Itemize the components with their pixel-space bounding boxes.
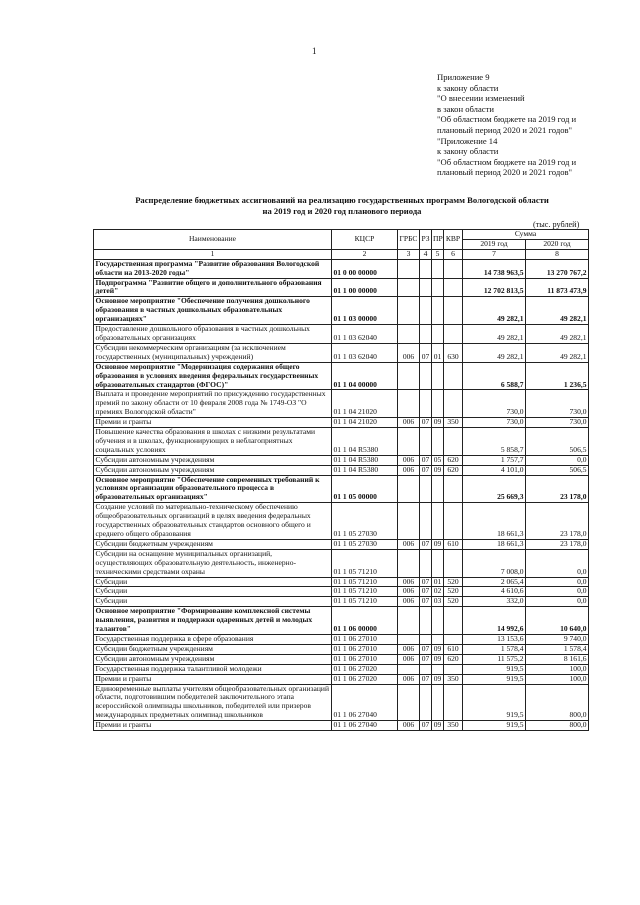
row-kcsr: 01 1 05 27030 bbox=[332, 503, 398, 540]
row-sum-2020: 0,0 bbox=[526, 549, 589, 577]
row-sum-2019: 4 101,0 bbox=[463, 465, 526, 475]
row-sum-2020: 506,5 bbox=[526, 465, 589, 475]
row-sum-2020: 23 178,0 bbox=[526, 539, 589, 549]
row-rz bbox=[420, 475, 432, 503]
row-sum-2020: 100,0 bbox=[526, 664, 589, 674]
title-line-1: Распределение бюджетных ассигнований на реализацию государственных программ Вологодской области bbox=[135, 195, 549, 205]
row-grbs: 006 bbox=[398, 721, 420, 731]
row-kvr: 620 bbox=[444, 465, 463, 475]
row-rz: 07 bbox=[420, 577, 432, 587]
row-kvr: 610 bbox=[444, 644, 463, 654]
row-kvr bbox=[444, 278, 463, 297]
row-name: Субсидии bbox=[94, 587, 332, 597]
row-name: Единовременные выплаты учителям общеобразовательных организаций области, подготовившим победителей заключительного этапа всероссийской олимпиады школьников, победителей или призеров международных предметных олимпиад школьников bbox=[94, 684, 332, 721]
annex-line: к закону области bbox=[437, 146, 499, 157]
row-kcsr: 01 1 06 27010 bbox=[332, 634, 398, 644]
row-grbs bbox=[398, 325, 420, 344]
row-kcsr: 01 1 05 71210 bbox=[332, 597, 398, 607]
annex-line: к закону области bbox=[437, 82, 499, 93]
row-kvr: 520 bbox=[444, 597, 463, 607]
table-row bbox=[94, 539, 589, 549]
row-pr: 03 bbox=[432, 597, 444, 607]
row-kcsr: 01 1 06 00000 bbox=[332, 607, 398, 635]
row-kcsr: 01 1 04 21020 bbox=[332, 418, 398, 428]
row-name: Премии и гранты bbox=[94, 721, 332, 731]
row-kvr bbox=[444, 325, 463, 344]
table-row bbox=[94, 465, 589, 475]
units-label: (тыс. рублей) bbox=[533, 220, 580, 229]
row-rz bbox=[420, 634, 432, 644]
header-sum: Сумма bbox=[463, 230, 589, 240]
row-name: Основное мероприятие "Модернизация содержания общего образования в условиях введения федеральных государственных образовательных стандартов (ФГОС)" bbox=[94, 362, 332, 390]
header-grbs: ГРБС bbox=[398, 230, 420, 250]
row-pr bbox=[432, 503, 444, 540]
row-name: Премии и гранты bbox=[94, 674, 332, 684]
table-row bbox=[94, 664, 589, 674]
row-grbs bbox=[398, 664, 420, 674]
row-rz: 07 bbox=[420, 418, 432, 428]
row-rz bbox=[420, 428, 432, 456]
header-row bbox=[94, 230, 589, 240]
annex-line: "Об областном бюджете на 2019 год и bbox=[437, 114, 577, 125]
row-sum-2020: 49 282,1 bbox=[526, 325, 589, 344]
row-sum-2020: 100,0 bbox=[526, 674, 589, 684]
row-kvr: 620 bbox=[444, 654, 463, 664]
index-cell: 7 bbox=[463, 249, 526, 259]
table-row bbox=[94, 597, 589, 607]
row-name: Основное мероприятие "Обеспечение получения дошкольного образования в частных дошкольных образовательных организациях" bbox=[94, 297, 332, 325]
row-sum-2020: 800,0 bbox=[526, 721, 589, 731]
row-name: Субсидии автономным учреждениям bbox=[94, 455, 332, 465]
index-cell: 2 bbox=[332, 249, 398, 259]
row-name: Основное мероприятие "Обеспечение современных требований к условиям организации образовательного процесса в образовательных организациях" bbox=[94, 475, 332, 503]
row-pr bbox=[432, 684, 444, 721]
row-sum-2019: 49 282,1 bbox=[463, 325, 526, 344]
row-pr: 05 bbox=[432, 455, 444, 465]
table-row bbox=[94, 418, 589, 428]
row-rz bbox=[420, 607, 432, 635]
row-grbs bbox=[398, 297, 420, 325]
row-rz bbox=[420, 278, 432, 297]
row-sum-2020: 1 236,5 bbox=[526, 362, 589, 390]
row-kcsr: 01 1 04 R5380 bbox=[332, 465, 398, 475]
row-kcsr: 01 1 04 21020 bbox=[332, 390, 398, 418]
row-rz: 07 bbox=[420, 674, 432, 684]
row-kcsr: 01 1 05 71210 bbox=[332, 587, 398, 597]
row-kvr bbox=[444, 428, 463, 456]
row-sum-2019: 919,5 bbox=[463, 664, 526, 674]
table-row bbox=[94, 674, 589, 684]
row-pr: 09 bbox=[432, 654, 444, 664]
row-kvr: 610 bbox=[444, 539, 463, 549]
row-pr bbox=[432, 259, 444, 278]
table-row bbox=[94, 325, 589, 344]
row-name: Государственная поддержка талантливой молодежи bbox=[94, 664, 332, 674]
row-sum-2019: 4 610,6 bbox=[463, 587, 526, 597]
row-kvr bbox=[444, 362, 463, 390]
row-sum-2019: 18 661,3 bbox=[463, 539, 526, 549]
row-pr: 02 bbox=[432, 587, 444, 597]
row-kvr bbox=[444, 475, 463, 503]
row-rz: 07 bbox=[420, 721, 432, 731]
row-kvr: 520 bbox=[444, 577, 463, 587]
row-grbs bbox=[398, 475, 420, 503]
row-rz: 07 bbox=[420, 654, 432, 664]
row-kvr: 350 bbox=[444, 418, 463, 428]
row-sum-2019: 12 702 813,5 bbox=[463, 278, 526, 297]
header-kcsr: КЦСР bbox=[332, 230, 398, 250]
row-kvr bbox=[444, 390, 463, 418]
header-2019: 2019 год bbox=[463, 239, 526, 249]
row-pr bbox=[432, 325, 444, 344]
row-rz bbox=[420, 362, 432, 390]
index-cell: 4 bbox=[420, 249, 432, 259]
row-sum-2019: 5 858,7 bbox=[463, 428, 526, 456]
row-name: Субсидии автономным учреждениям bbox=[94, 654, 332, 664]
row-sum-2019: 919,5 bbox=[463, 721, 526, 731]
row-name: Основное мероприятие "Формирование комплексной системы выявления, развития и поддержки одаренных детей и молодых талантов" bbox=[94, 607, 332, 635]
row-name: Подпрограмма "Развитие общего и дополнительного образования детей" bbox=[94, 278, 332, 297]
row-kcsr: 01 1 05 71210 bbox=[332, 577, 398, 587]
row-grbs bbox=[398, 390, 420, 418]
row-kcsr: 01 1 06 27040 bbox=[332, 721, 398, 731]
row-grbs bbox=[398, 362, 420, 390]
row-name: Повышение качества образования в школах с низкими результатами обучения и в школах, функционирующих в неблагоприятных социальных условиях bbox=[94, 428, 332, 456]
row-sum-2020: 23 178,0 bbox=[526, 475, 589, 503]
title-line-2: на 2019 год и 2020 год планового периода bbox=[262, 205, 422, 216]
row-sum-2020: 23 178,0 bbox=[526, 503, 589, 540]
row-sum-2019: 6 588,7 bbox=[463, 362, 526, 390]
row-sum-2020: 730,0 bbox=[526, 390, 589, 418]
budget-table bbox=[93, 229, 589, 731]
row-sum-2020: 730,0 bbox=[526, 418, 589, 428]
row-kcsr: 01 1 04 R5380 bbox=[332, 455, 398, 465]
page-number: 1 bbox=[312, 46, 317, 56]
row-pr bbox=[432, 362, 444, 390]
row-kvr bbox=[444, 607, 463, 635]
row-kvr: 350 bbox=[444, 674, 463, 684]
row-name: Выплата и проведение мероприятий по присуждению государственных премий по закону области от 10 февраля 2008 года № 1749-ОЗ "О премиях Вологодской области" bbox=[94, 390, 332, 418]
row-name: Государственная поддержка в сфере образования bbox=[94, 634, 332, 644]
row-kcsr: 01 1 03 62040 bbox=[332, 343, 398, 362]
row-sum-2019: 49 282,1 bbox=[463, 297, 526, 325]
row-name: Субсидии bbox=[94, 597, 332, 607]
header-rz: РЗ bbox=[420, 230, 432, 250]
row-pr bbox=[432, 278, 444, 297]
row-sum-2019: 14 992,6 bbox=[463, 607, 526, 635]
header-name: Наименование bbox=[94, 230, 332, 250]
row-pr bbox=[432, 634, 444, 644]
index-cell: 8 bbox=[526, 249, 589, 259]
annex-line: плановый период 2020 и 2021 годов" bbox=[437, 167, 573, 178]
annex-line: в закон области bbox=[437, 103, 494, 114]
row-grbs: 006 bbox=[398, 674, 420, 684]
row-pr: 09 bbox=[432, 644, 444, 654]
row-grbs bbox=[398, 259, 420, 278]
row-kcsr: 01 1 06 27020 bbox=[332, 674, 398, 684]
row-kcsr: 01 1 06 27020 bbox=[332, 664, 398, 674]
table-row bbox=[94, 721, 589, 731]
row-kcsr: 01 1 03 00000 bbox=[332, 297, 398, 325]
table-row bbox=[94, 428, 589, 456]
row-rz: 07 bbox=[420, 644, 432, 654]
row-pr bbox=[432, 664, 444, 674]
row-name: Создание условий по материально-техническому обеспечению общеобразовательных организаций в целях введения федеральных государственных образовательных стандартов основного общего и среднего общего образования bbox=[94, 503, 332, 540]
table-row bbox=[94, 343, 589, 362]
annex-line: Приложение 9 bbox=[437, 72, 490, 82]
row-pr: 09 bbox=[432, 539, 444, 549]
row-sum-2020: 1 578,4 bbox=[526, 644, 589, 654]
row-grbs: 006 bbox=[398, 539, 420, 549]
row-grbs: 006 bbox=[398, 343, 420, 362]
annex-line: "Об областном бюджете на 2019 год и bbox=[437, 156, 577, 167]
row-grbs bbox=[398, 503, 420, 540]
row-grbs bbox=[398, 428, 420, 456]
table-row bbox=[94, 549, 589, 577]
row-sum-2019: 1 757,7 bbox=[463, 455, 526, 465]
row-kcsr: 01 1 04 R5380 bbox=[332, 428, 398, 456]
row-kvr: 630 bbox=[444, 343, 463, 362]
row-rz bbox=[420, 549, 432, 577]
table-row bbox=[94, 475, 589, 503]
row-kvr bbox=[444, 503, 463, 540]
row-sum-2020: 0,0 bbox=[526, 597, 589, 607]
annex-line: плановый период 2020 и 2021 годов" bbox=[437, 124, 573, 135]
row-sum-2019: 13 153,6 bbox=[463, 634, 526, 644]
row-pr bbox=[432, 549, 444, 577]
header-2020: 2020 год bbox=[526, 239, 589, 249]
table-row bbox=[94, 587, 589, 597]
document-title bbox=[95, 195, 589, 216]
row-sum-2019: 919,5 bbox=[463, 684, 526, 721]
row-kcsr: 01 1 05 27030 bbox=[332, 539, 398, 549]
row-pr bbox=[432, 390, 444, 418]
row-pr bbox=[432, 297, 444, 325]
row-kcsr: 01 1 04 00000 bbox=[332, 362, 398, 390]
row-kvr bbox=[444, 549, 463, 577]
table-row bbox=[94, 297, 589, 325]
row-sum-2019: 730,0 bbox=[463, 418, 526, 428]
row-kcsr: 01 1 05 00000 bbox=[332, 475, 398, 503]
row-sum-2019: 7 008,0 bbox=[463, 549, 526, 577]
row-sum-2020: 49 282,1 bbox=[526, 343, 589, 362]
row-sum-2020: 9 740,0 bbox=[526, 634, 589, 644]
row-kvr: 520 bbox=[444, 587, 463, 597]
row-kcsr: 01 1 03 62040 bbox=[332, 325, 398, 344]
index-cell: 6 bbox=[444, 249, 463, 259]
row-rz bbox=[420, 297, 432, 325]
row-sum-2020: 13 270 767,2 bbox=[526, 259, 589, 278]
row-name: Предоставление дошкольного образования в частных дошкольных образовательных организациях bbox=[94, 325, 332, 344]
row-kvr bbox=[444, 684, 463, 721]
row-grbs bbox=[398, 278, 420, 297]
row-pr: 09 bbox=[432, 674, 444, 684]
table-row bbox=[94, 684, 589, 721]
row-grbs: 006 bbox=[398, 654, 420, 664]
column-index-row bbox=[94, 249, 589, 259]
header-pr: ПР bbox=[432, 230, 444, 250]
row-name: Субсидии bbox=[94, 577, 332, 587]
row-name: Субсидии бюджетным учреждениям bbox=[94, 539, 332, 549]
row-grbs: 006 bbox=[398, 644, 420, 654]
row-rz bbox=[420, 664, 432, 674]
row-sum-2020: 506,5 bbox=[526, 428, 589, 456]
table-row bbox=[94, 390, 589, 418]
row-sum-2019: 2 065,4 bbox=[463, 577, 526, 587]
row-sum-2020: 0,0 bbox=[526, 455, 589, 465]
row-kvr bbox=[444, 634, 463, 644]
row-name: Субсидии некоммерческим организациям (за исключением государственных (муниципальных) учреждений) bbox=[94, 343, 332, 362]
row-grbs: 006 bbox=[398, 577, 420, 587]
row-name: Государственная программа "Развитие образования Вологодской области на 2013-2020 годы" bbox=[94, 259, 332, 278]
row-pr bbox=[432, 475, 444, 503]
index-cell: 3 bbox=[398, 249, 420, 259]
row-rz: 07 bbox=[420, 343, 432, 362]
row-rz bbox=[420, 684, 432, 721]
row-sum-2020: 0,0 bbox=[526, 587, 589, 597]
row-name: Субсидии на оснащение муниципальных организаций, осуществляющих образовательную деятельность, инженерно-техническими средствами охраны bbox=[94, 549, 332, 577]
row-rz bbox=[420, 325, 432, 344]
annex-line: "Приложение 14 bbox=[437, 135, 498, 146]
row-sum-2019: 730,0 bbox=[463, 390, 526, 418]
row-rz: 07 bbox=[420, 455, 432, 465]
row-pr: 09 bbox=[432, 418, 444, 428]
row-sum-2019: 49 282,1 bbox=[463, 343, 526, 362]
header-kvr: КВР bbox=[444, 230, 463, 250]
row-kcsr: 01 1 06 27010 bbox=[332, 644, 398, 654]
row-sum-2019: 25 669,3 bbox=[463, 475, 526, 503]
row-grbs: 006 bbox=[398, 587, 420, 597]
row-rz: 07 bbox=[420, 597, 432, 607]
row-sum-2020: 10 640,0 bbox=[526, 607, 589, 635]
row-sum-2020: 8 161,6 bbox=[526, 654, 589, 664]
row-kcsr: 01 1 06 27010 bbox=[332, 654, 398, 664]
table-row bbox=[94, 634, 589, 644]
row-grbs bbox=[398, 684, 420, 721]
row-kvr bbox=[444, 664, 463, 674]
table-row bbox=[94, 654, 589, 664]
row-kcsr: 01 0 00 00000 bbox=[332, 259, 398, 278]
row-rz bbox=[420, 259, 432, 278]
row-grbs bbox=[398, 607, 420, 635]
row-name: Субсидии бюджетным учреждениям bbox=[94, 644, 332, 654]
row-kvr bbox=[444, 259, 463, 278]
row-sum-2020: 11 873 473,9 bbox=[526, 278, 589, 297]
index-cell: 1 bbox=[94, 249, 332, 259]
row-pr: 09 bbox=[432, 721, 444, 731]
row-sum-2020: 0,0 bbox=[526, 577, 589, 587]
table-row bbox=[94, 644, 589, 654]
row-sum-2019: 332,0 bbox=[463, 597, 526, 607]
row-grbs: 006 bbox=[398, 597, 420, 607]
row-grbs: 006 bbox=[398, 418, 420, 428]
row-grbs bbox=[398, 549, 420, 577]
row-grbs: 006 bbox=[398, 465, 420, 475]
row-pr: 01 bbox=[432, 343, 444, 362]
row-kvr: 620 bbox=[444, 455, 463, 465]
row-pr: 09 bbox=[432, 465, 444, 475]
table-row bbox=[94, 577, 589, 587]
row-pr bbox=[432, 607, 444, 635]
table-row bbox=[94, 278, 589, 297]
row-sum-2019: 18 661,3 bbox=[463, 503, 526, 540]
row-kcsr: 01 1 06 27040 bbox=[332, 684, 398, 721]
table-row bbox=[94, 503, 589, 540]
row-kvr: 350 bbox=[444, 721, 463, 731]
row-kcsr: 01 1 05 71210 bbox=[332, 549, 398, 577]
row-rz bbox=[420, 390, 432, 418]
annex-line: "О внесении изменений bbox=[437, 93, 525, 104]
table-row bbox=[94, 259, 589, 278]
row-name: Премии и гранты bbox=[94, 418, 332, 428]
table-body bbox=[94, 249, 589, 730]
table-row bbox=[94, 607, 589, 635]
row-name: Субсидии автономным учреждениям bbox=[94, 465, 332, 475]
row-rz: 07 bbox=[420, 539, 432, 549]
row-sum-2019: 11 575,2 bbox=[463, 654, 526, 664]
row-grbs: 006 bbox=[398, 455, 420, 465]
row-grbs bbox=[398, 634, 420, 644]
row-rz: 07 bbox=[420, 587, 432, 597]
row-sum-2019: 919,5 bbox=[463, 674, 526, 684]
row-pr: 01 bbox=[432, 577, 444, 587]
row-sum-2019: 1 578,4 bbox=[463, 644, 526, 654]
row-rz bbox=[420, 503, 432, 540]
row-sum-2020: 49 282,1 bbox=[526, 297, 589, 325]
row-pr bbox=[432, 428, 444, 456]
row-kcsr: 01 1 00 00000 bbox=[332, 278, 398, 297]
row-sum-2020: 800,0 bbox=[526, 684, 589, 721]
row-rz: 07 bbox=[420, 465, 432, 475]
table-row bbox=[94, 362, 589, 390]
row-sum-2019: 14 738 963,5 bbox=[463, 259, 526, 278]
table-row bbox=[94, 455, 589, 465]
annex-block bbox=[437, 72, 576, 178]
row-kvr bbox=[444, 297, 463, 325]
index-cell: 5 bbox=[432, 249, 444, 259]
